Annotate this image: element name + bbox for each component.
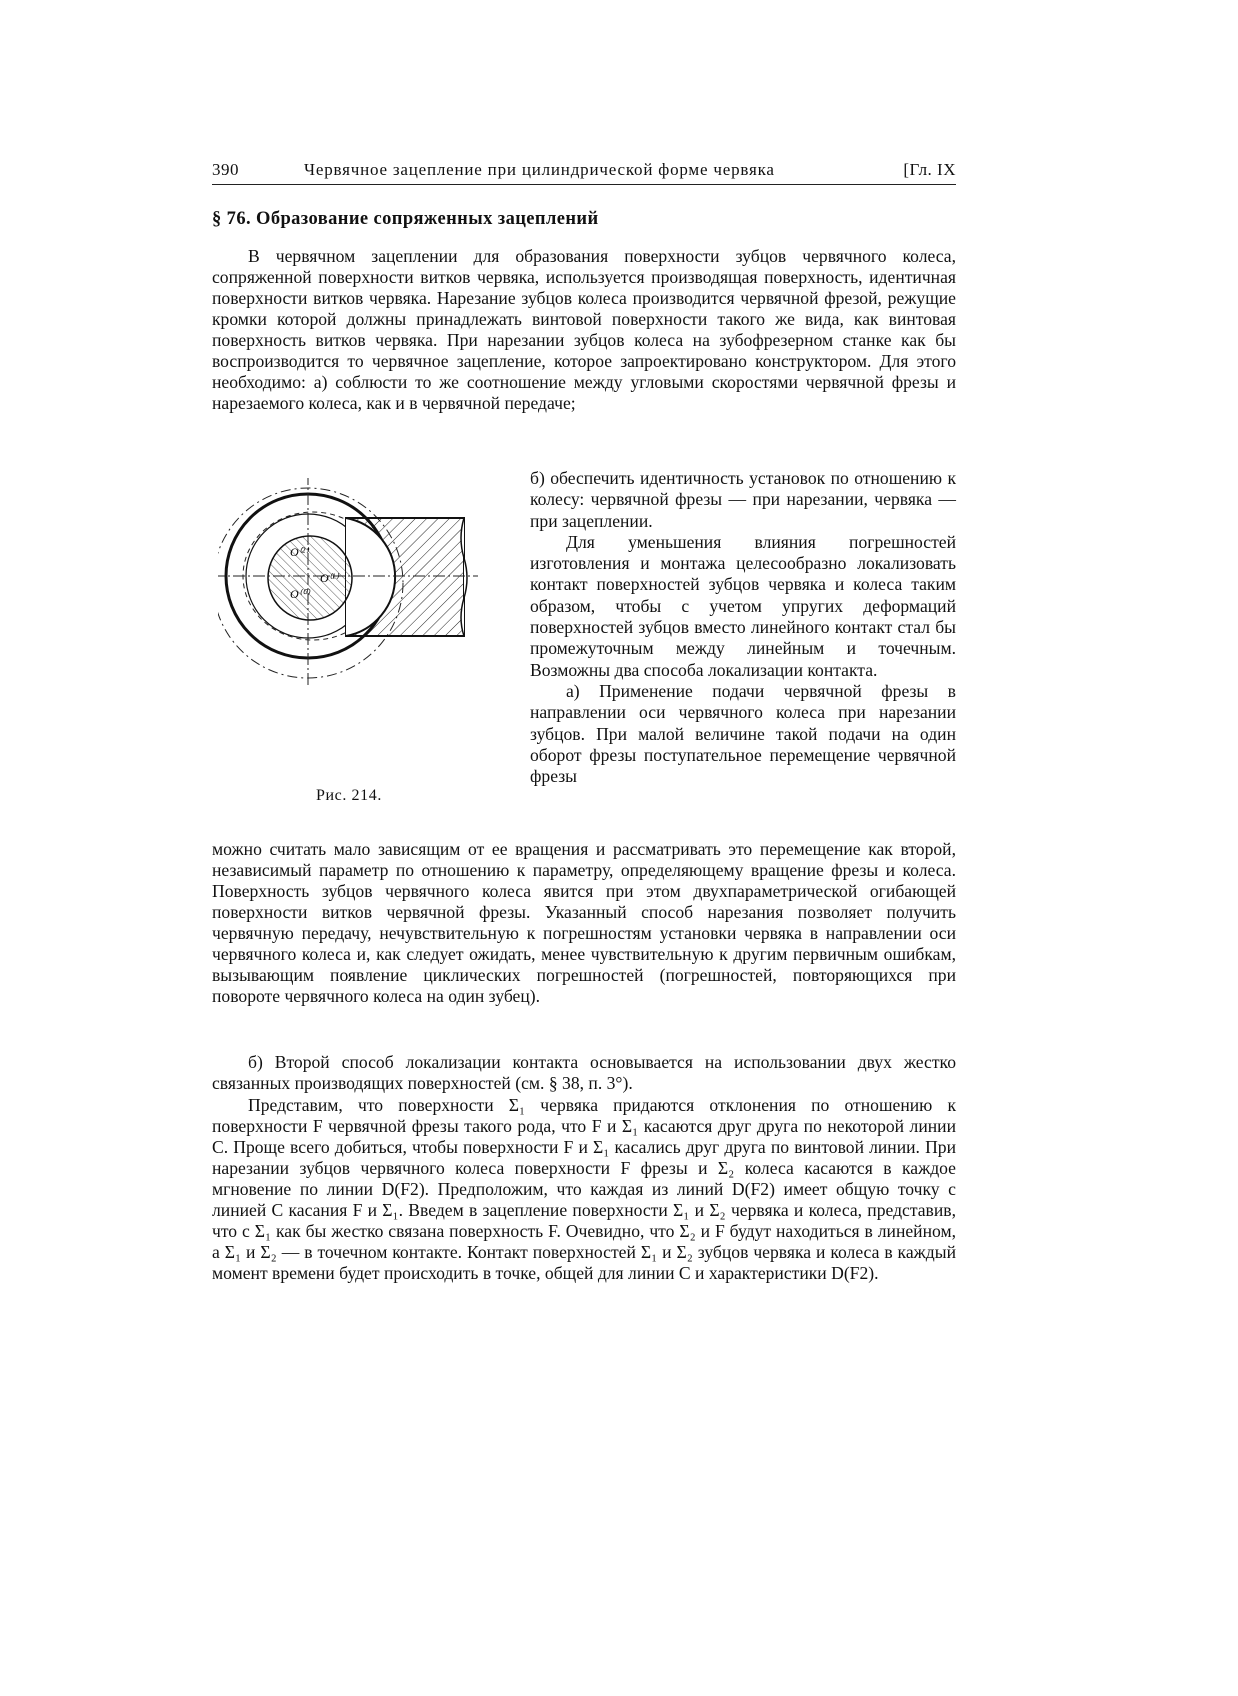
- label-o2: O⁽²⁾: [290, 545, 309, 559]
- page-number: 390: [212, 160, 239, 179]
- running-title: Червячное зацепление при цилиндрической форме червяка: [304, 160, 775, 179]
- paragraph-3-start: а) Применение подачи червячной фрезы в направлении оси червячного колеса при нарезании зубцов. При малой величине такой подачи на один оборот фрезы поступательное перемещение червячной фрезы: [530, 680, 956, 787]
- paragraph-4: б) Второй способ локализации контакта основывается на использовании двух жестко связанных производящих поверхностей (см. § 38, п. 3°).: [212, 1052, 956, 1093]
- paragraph-3-continued: можно считать мало зависящим от ее вращения и рассматривать это перемещение как второй, независимый параметр по отношению к параметру, определяющему вращение фрезы и колеса. Поверхность зубцов червячного колеса явится при этом двухпараметрической огибающей поверхности витков червячной фрезы. Указанный способ нарезания позволяет получить червячную передачу, нечувствительную к погрешностям установки червяка в направлении оси червячного колеса и, как следует ожидать, менее чувствительную к другим первичным ошибкам, вызывающим появление циклических погрешностей (погрешностей, повторяющихся при повороте червячного колеса на один зубец).: [212, 839, 956, 1006]
- hub-circle: [268, 536, 352, 620]
- label-o1: O⁽¹⁾: [320, 571, 339, 585]
- label-o0: O⁽⁰⁾: [290, 587, 310, 601]
- worm-gear-diagram: [218, 478, 518, 778]
- paragraph-1: В червячном зацеплении для образования поверхности зубцов червячного колеса, сопряженной поверхности витков червяка, используется производящая поверхность, идентичная поверхности витков червяка. Нарезание зубцов колеса производится червячной фрезой, режущие кромки которой должны принадлежать винтовой поверхности такого же вида, как винтовая поверхность витков червяка. При нарезании зубцов колеса на зубофрезерном станке как бы воспроизводится то червячное зацепление, которое запроектировано конструктором. Для этого необходимо: а) соблюсти то же соотношение между угловыми скоростями червячной фрезы и нарезаемого колеса, как и в червячной передаче;: [212, 246, 956, 413]
- section-title: § 76. Образование сопряженных зацеплений: [212, 209, 599, 229]
- running-header: [212, 158, 956, 185]
- paragraph-5: Представим, что поверхности Σ₁ червяка придаются отклонения по отношению к поверхности F червячной фрезы такого рода, что F и Σ₁ касаются друг друга по некоторой линии C. Проще всего добиться, чтобы поверхности F и Σ₁ касались друг друга по винтовой линии. При нарезании зубцов червячного колеса поверхности F фрезы и Σ₂ колеса касаются в каждое мгновение по линии D(F2). Предположим, что каждая из линий D(F2) имеет общую точку с линией C касания F и Σ₁. Введем в зацепление поверхности Σ₁ и Σ₂ червяка и колеса, представив, что с Σ₁ как бы жестко связана поверхность F. Очевидно, что Σ₂ и F будут находиться в линейном, а Σ₁ и Σ₂ — в точечном контакте. Контакт поверхностей Σ₁ и Σ₂ зубцов червяка и колеса в каждый момент времени будет происходить в точке, общей для линии C и характеристики D(F2).: [212, 1095, 956, 1283]
- right-column: [530, 468, 956, 787]
- paragraph-1-continued: б) обеспечить идентичность установок по отношению к колесу: червячной фрезы — при нарезании, червяка — при зацеплении.: [530, 468, 956, 531]
- chapter-label: [Гл. IX: [903, 160, 956, 179]
- figure-214: [218, 478, 518, 778]
- figure-caption: Рис. 214.: [316, 787, 382, 804]
- paragraph-2: Для уменьшения влияния погрешностей изготовления и монтажа целесообразно локализовать контакт поверхностей зубцов червяка и колеса таким образом, чтобы с учетом упругих деформаций поверхностей зубцов вместо линейного контакт стал бы промежуточным между линейным и точечным. Возможны два способа локализации контакта.: [530, 531, 956, 680]
